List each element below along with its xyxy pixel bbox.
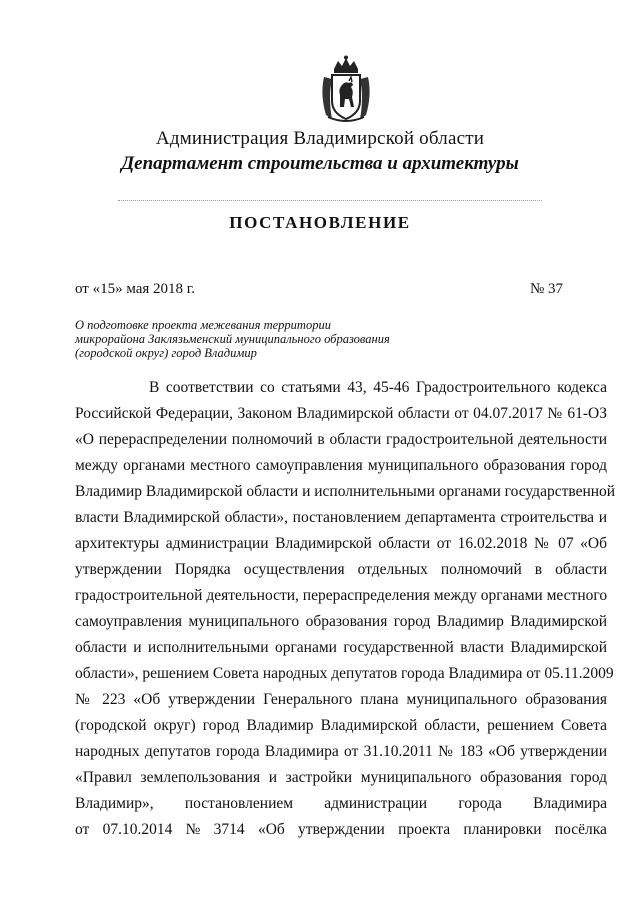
document-body (75, 375, 616, 843)
body-line: (городской округ) город Владимир Владимирской области, решением Совета (75, 717, 607, 734)
body-word: 07.10.2014 (102, 821, 173, 838)
body-word: № (185, 821, 201, 838)
body-line: самоуправления муниципального образования город Владимир Владимирской (75, 613, 607, 630)
body-word: проекта (398, 821, 451, 838)
body-line: между органами местного самоуправления муниципального образования город (75, 457, 607, 474)
subject-line: О подготовке проекта межевания территории (75, 318, 331, 332)
body-line-spaced (75, 791, 607, 817)
document-subject (75, 318, 455, 360)
body-word: Владимир», (75, 795, 154, 812)
department-name: Департамент строительства и архитектуры (121, 153, 519, 174)
body-line: области», решением Совета народных депутатов города Владимира от 05.11.2009 (75, 665, 614, 682)
body-line: народных депутатов города Владимира от 31.10.2011 № 183 «Об утверждении (75, 743, 607, 760)
document-date: от «15» мая 2018 г. (75, 281, 196, 297)
body-word: от (75, 821, 90, 838)
document-type-title: ПОСТАНОВЛЕНИЕ (229, 213, 411, 232)
organization-name: Администрация Владимирской области (155, 128, 485, 149)
body-line: утверждении Порядка осуществления отдельных полномочий в области (75, 561, 607, 578)
body-line: № 223 «Об утверждении Генерального плана муниципального образования (75, 691, 607, 708)
body-word: посёлка (554, 821, 607, 838)
body-line: В соответствии со статьями 43, 45-46 Градостроительного кодекса (149, 379, 607, 396)
body-line: Российской Федерации, Законом Владимирской области от 04.07.2017 № 61-ОЗ (75, 405, 607, 422)
coat-of-arms-icon (318, 55, 374, 123)
body-line: «Правил землепользования и застройки муниципального образования город (75, 769, 607, 786)
body-line: области и исполнительными органами государственной власти Владимирской (75, 639, 607, 656)
body-line: градостроительной деятельности, перераспределения между органами местного (75, 587, 608, 604)
body-word: администрации (324, 795, 428, 812)
body-word: Владимира (533, 795, 607, 812)
body-word: постановлением (184, 795, 294, 812)
body-line: Владимир Владимирской области и исполнительными органами государственной (75, 483, 616, 500)
body-word: города (458, 795, 502, 812)
header-divider (118, 200, 542, 201)
body-line-spaced (75, 817, 607, 843)
body-word: 3714 (213, 821, 245, 838)
body-line: «О перераспределении полномочий в области градостроительной деятельности (75, 431, 607, 448)
body-word: «Об (257, 821, 285, 838)
body-word: планировки (463, 821, 542, 838)
subject-line: микрорайона Заклязьменский муниципального образования (75, 332, 390, 346)
body-line: власти Владимирской области», постановлением департамента строительства и (75, 509, 607, 526)
body-line: архитектуры администрации Владимирской области от 16.02.2018 № 07 «Об (75, 535, 607, 552)
subject-line: (городской округ) город Владимир (75, 346, 257, 360)
document-number: № 37 (530, 281, 564, 297)
body-word: утверждении (298, 821, 385, 838)
